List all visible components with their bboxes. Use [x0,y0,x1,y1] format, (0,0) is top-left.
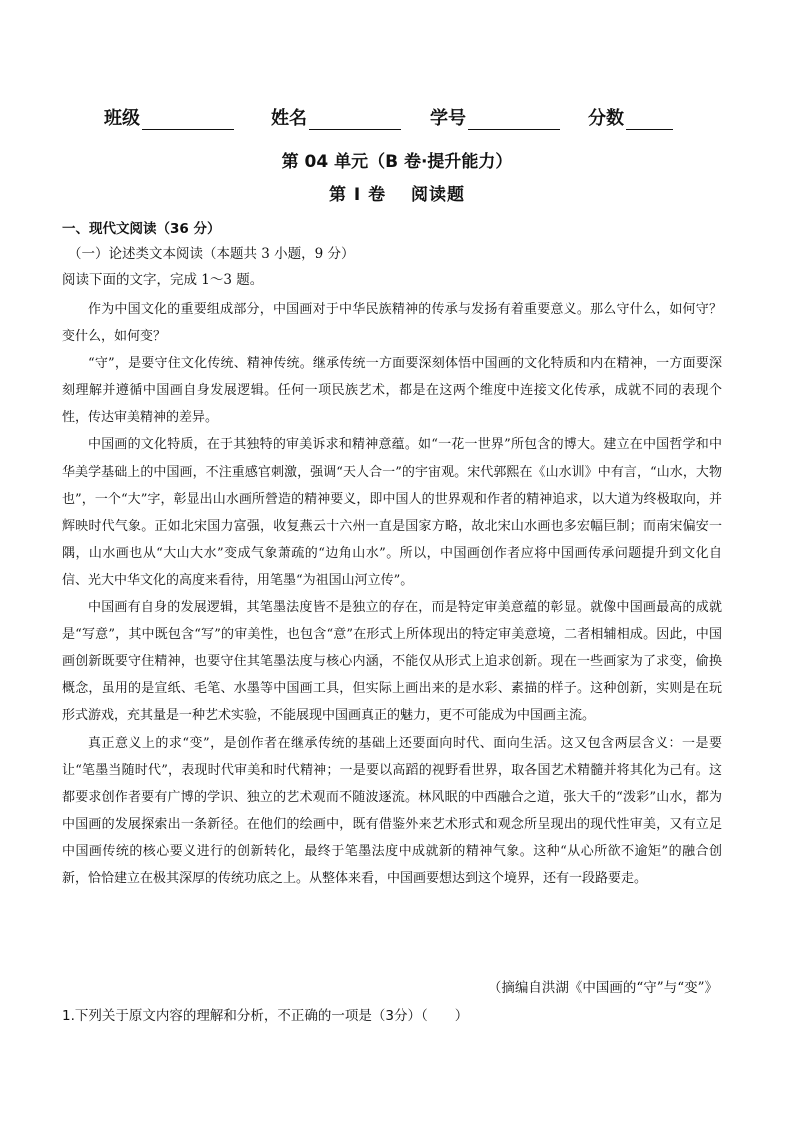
article-paragraph: 真正意义上的求“变”，是创作者在继承传统的基础上还要面向时代、面向生活。这又包含两层含义：一是要让“笔墨当随时代”，表现时代审美和时代精神；一是要以高蹈的视野看世界，取各国艺术精髓并将其化为己有。这都要求创作者要有广博的学识、独立的艺术观而不随波逐流。林风眠的中西融合之道，张大千的“泼彩”山水，都为中国画的发展探索出一条新径。在他们的绘画中，既有借鉴外来艺术形式和观念所呈现出的现代性审美，又有立足中国画传统的核心要义进行的创新转化，最终于笔墨法度中成就新的精神气象。这种“从心所欲不逾矩”的融合创新，恰恰建立在极其深厚的传统功底之上。从整体来看，中国画要想达到这个境界，还有一段路要走。 [62,735,722,886]
student-info-line [0,104,794,132]
part-subheading: （一）论述类文本阅读（本题共 3 小题，9 分） [68,246,355,262]
class-field [104,104,234,130]
article-paragraph: 中国画的文化特质，在于其独特的审美诉求和精神意蕴。如“一花一世界”所包含的博大。建立在中国哲学和中华美学基础上的中国画，不注重感官刺激，强调“天人合一”的宇宙观。宋代郭熙在《山水训》中有言，“山水，大物也”，一个“大”字，彰显出山水画所營造的精神要义，即中国人的世界观和作者的精神追求，以大道为终极取向，并辉映时代气象。正如北宋国力富强，收复燕云十六州一直是国家方略，故北宋山水画也多宏幅巨制；而南宋偏安一隅，山水画也从“大山大水”变成气象萧疏的“边角山水”。所以，中国画创作者应将中国画传承问题提升到文化自信、光大中华文化的高度来看待，用笔墨“为祖国山河立传”。 [62,437,722,588]
student-id-field [430,104,560,130]
score-label: 分数 [588,108,624,129]
name-label: 姓名 [271,108,307,129]
article-body [62,296,722,892]
article-paragraph: 中国画有自身的发展逻辑，其笔墨法度皆不是独立的存在，而是特定审美意蕴的彰显。就像中国画最高的成就是“写意”，其中既包含“写”的审美性，也包含“意”在形式上所体现出的特定审美意境，二者相辅相成。因此，中国画创新既要守住精神，也要守住其笔墨法度与核心内涵，不能仅从形式上追求创新。现在一些画家为了求变，偷换概念，虽用的是宣纸、毛笔、水墨等中国画工具，但实际上画出来的是水彩、素描的样子。这种创新，实则是在玩形式游戏，充其量是一种艺术实验，不能展现中国画真正的魅力，更不可能成为中国画主流。 [62,600,722,724]
name-field [271,104,401,130]
student-id-label: 学号 [430,108,466,129]
class-label: 班级 [104,108,140,129]
reading-instruction: 阅读下面的文字，完成 1～3 题。 [62,272,264,288]
question-1-stem: 1.下列关于原文内容的理解和分析，不正确的一项是（3分）（ ） [62,1008,469,1024]
score-field [588,104,673,130]
article-paragraph: 作为中国文化的重要组成部分，中国画对于中华民族精神的传承与发扬有着重要意义。那么守什么，如何守？变什么，如何变？ [62,302,722,345]
section-title: 第 I 卷 阅读题 [328,185,466,205]
article-paragraph: “守”，是要守住文化传统、精神传统。继承传统一方面要深刻体悟中国画的文化特质和内在精神，一方面要深刻理解并遵循中国画自身发展逻辑。任何一项民族艺术，都是在这两个维度中连接文化传承，成就不同的表现个性，传达审美精神的差异。 [62,356,722,426]
score-blank[interactable] [626,107,673,130]
unit-title: 第 04 单元（B 卷·提升能力） [281,152,513,172]
name-blank[interactable] [309,107,401,130]
class-blank[interactable] [142,107,234,130]
student-id-blank[interactable] [468,107,560,130]
part-heading: 一、现代文阅读（36 分） [62,221,221,237]
article-source: （摘编自洪湖《中国画的“守”与“变”》 [487,980,718,996]
